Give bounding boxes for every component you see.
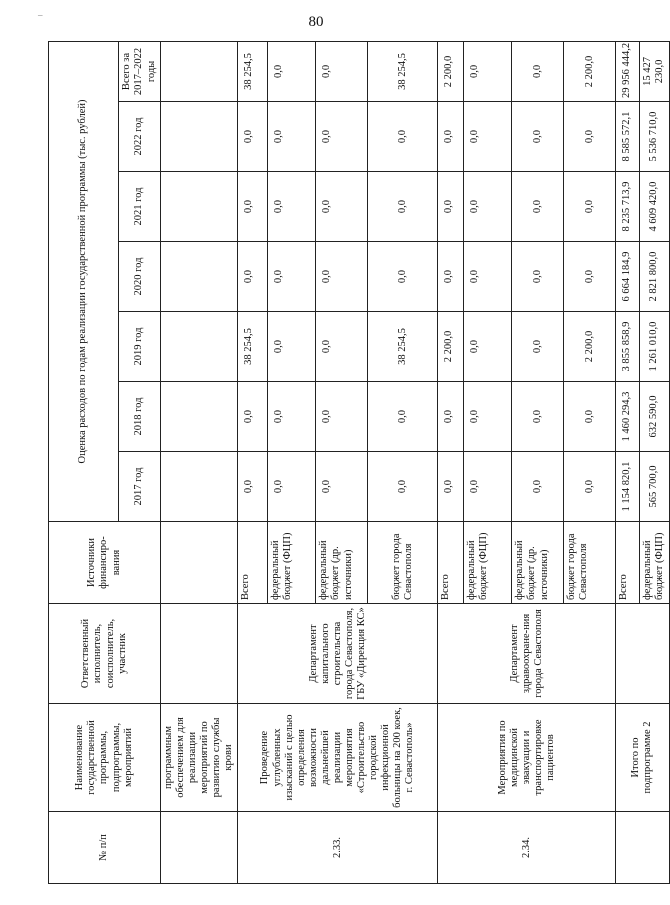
header-2022: 2022 год bbox=[119, 102, 161, 172]
value-2021: 4 609 420,0 bbox=[640, 172, 669, 242]
value-2020: 0,0 bbox=[316, 242, 368, 312]
cell-empty bbox=[161, 172, 238, 242]
value-2022: 5 536 710,0 bbox=[640, 102, 669, 172]
value-total: 0,0 bbox=[268, 41, 316, 101]
cell-empty bbox=[161, 604, 238, 704]
value-2017: 565 700,0 bbox=[640, 452, 669, 522]
value-2022: 0,0 bbox=[564, 102, 616, 172]
value-2022: 0,0 bbox=[316, 102, 368, 172]
value-2022: 0,0 bbox=[268, 102, 316, 172]
header-2020: 2020 год bbox=[119, 242, 161, 312]
value-2020: 0,0 bbox=[238, 242, 268, 312]
value-2021: 8 235 713,9 bbox=[616, 172, 640, 242]
cell-empty bbox=[161, 522, 238, 604]
value-2017: 0,0 bbox=[512, 452, 564, 522]
value-2021: 0,0 bbox=[512, 172, 564, 242]
value-2017: 0,0 bbox=[564, 452, 616, 522]
value-2018: 0,0 bbox=[238, 382, 268, 452]
measure-name: Мероприятия по медицинской эвакуации и транспортировке пациентов bbox=[438, 704, 616, 812]
header-num: № п/п bbox=[49, 812, 161, 884]
value-2020: 0,0 bbox=[564, 242, 616, 312]
cell-empty bbox=[161, 102, 238, 172]
value-2020: 0,0 bbox=[368, 242, 438, 312]
value-2021: 0,0 bbox=[268, 172, 316, 242]
value-2018: 0,0 bbox=[316, 382, 368, 452]
value-2022: 0,0 bbox=[238, 102, 268, 172]
value-2020: 0,0 bbox=[512, 242, 564, 312]
value-2017: 0,0 bbox=[368, 452, 438, 522]
value-2022: 0,0 bbox=[438, 102, 464, 172]
value-2017: 0,0 bbox=[464, 452, 512, 522]
cell-empty bbox=[161, 41, 238, 101]
table-stage bbox=[48, 42, 666, 884]
table-row bbox=[616, 41, 640, 883]
value-2020: 6 664 184,9 bbox=[616, 242, 640, 312]
executor: Департамент здравоохране-ния города Севастополя bbox=[438, 604, 616, 704]
row-number: 2.34. bbox=[438, 812, 616, 884]
header-name: Наименование государственной программы, подпрограммы, мероприятий bbox=[49, 704, 161, 812]
value-2017: 1 154 820,1 bbox=[616, 452, 640, 522]
header-2021: 2021 год bbox=[119, 172, 161, 242]
value-2019: 0,0 bbox=[316, 312, 368, 382]
value-2018: 1 460 294,3 bbox=[616, 382, 640, 452]
value-2019: 1 261 010,0 bbox=[640, 312, 669, 382]
table-row bbox=[161, 41, 238, 883]
funding-source: бюджет города Севастополя bbox=[368, 522, 438, 604]
header-total: Всего за 2017–2022 годы bbox=[119, 41, 161, 101]
rotated-table-wrapper bbox=[48, 42, 666, 884]
value-2017: 0,0 bbox=[316, 452, 368, 522]
funding-source: Всего bbox=[238, 522, 268, 604]
corner-mark: – bbox=[38, 10, 43, 20]
value-2022: 0,0 bbox=[464, 102, 512, 172]
header-estimate: Оценка расходов по годам реализации государственной программы (тыс. рублей) bbox=[49, 41, 119, 521]
value-2018: 0,0 bbox=[512, 382, 564, 452]
value-2022: 0,0 bbox=[512, 102, 564, 172]
value-2020: 2 821 800,0 bbox=[640, 242, 669, 312]
budget-table bbox=[48, 41, 670, 884]
cell-empty bbox=[161, 452, 238, 522]
value-2019: 38 254,5 bbox=[238, 312, 268, 382]
header-2019: 2019 год bbox=[119, 312, 161, 382]
measure-name: Проведение углубленных изысканий с целью определения возможности дальнейшей реализации мероприятия «Строительство городской инфекционной больницы на 200 коек, г. Севастополь» bbox=[238, 704, 438, 812]
funding-source: Всего bbox=[616, 522, 640, 604]
value-total: 0,0 bbox=[316, 41, 368, 101]
cell-empty bbox=[161, 812, 238, 884]
value-total: 2 200,0 bbox=[564, 41, 616, 101]
value-2022: 8 585 572,1 bbox=[616, 102, 640, 172]
value-total: 38 254,5 bbox=[238, 41, 268, 101]
header-2017: 2017 год bbox=[119, 452, 161, 522]
value-2020: 0,0 bbox=[438, 242, 464, 312]
value-2020: 0,0 bbox=[464, 242, 512, 312]
funding-source: федеральный бюджет (др. источники) bbox=[512, 522, 564, 604]
funding-source: федеральный бюджет (др. источники) bbox=[316, 522, 368, 604]
value-2022: 0,0 bbox=[368, 102, 438, 172]
value-2019: 2 200,0 bbox=[564, 312, 616, 382]
table-row bbox=[438, 41, 464, 883]
value-total: 38 254,5 bbox=[368, 41, 438, 101]
header-exec: Ответственный исполнитель, соисполнитель, участник bbox=[49, 604, 161, 704]
funding-source: федеральный бюджет (ФЦП) bbox=[268, 522, 316, 604]
value-2021: 0,0 bbox=[368, 172, 438, 242]
value-total: 0,0 bbox=[464, 41, 512, 101]
value-total: 15 427 230,0 bbox=[640, 41, 669, 101]
total-label: Итого по подпрограмме 2 bbox=[616, 704, 669, 812]
cell-empty bbox=[616, 812, 669, 884]
value-2018: 0,0 bbox=[268, 382, 316, 452]
value-2018: 0,0 bbox=[464, 382, 512, 452]
header-2018: 2018 год bbox=[119, 382, 161, 452]
value-2019: 3 855 858,9 bbox=[616, 312, 640, 382]
value-2020: 0,0 bbox=[268, 242, 316, 312]
value-2017: 0,0 bbox=[238, 452, 268, 522]
value-2018: 0,0 bbox=[564, 382, 616, 452]
row-number: 2.33. bbox=[238, 812, 438, 884]
funding-source: Всего bbox=[438, 522, 464, 604]
header-row-1 bbox=[49, 41, 119, 883]
value-2018: 0,0 bbox=[438, 382, 464, 452]
cell-empty bbox=[161, 382, 238, 452]
value-2018: 632 590,0 bbox=[640, 382, 669, 452]
cell-empty bbox=[161, 312, 238, 382]
value-2021: 0,0 bbox=[316, 172, 368, 242]
value-2019: 0,0 bbox=[268, 312, 316, 382]
funding-source: федеральный бюджет (ФЦП) bbox=[640, 522, 669, 604]
value-2021: 0,0 bbox=[438, 172, 464, 242]
cell-empty bbox=[616, 604, 669, 704]
value-2019: 38 254,5 bbox=[368, 312, 438, 382]
value-2019: 0,0 bbox=[464, 312, 512, 382]
header-src: Источники финансиро-вания bbox=[49, 522, 161, 604]
funding-source: федеральный бюджет (ФЦП) bbox=[464, 522, 512, 604]
value-2017: 0,0 bbox=[438, 452, 464, 522]
executor: Департамент капитального строительства города Севастополя, ГБУ «Дирекция КС» bbox=[238, 604, 438, 704]
value-2019: 2 200,0 bbox=[438, 312, 464, 382]
page-number: 80 bbox=[308, 14, 324, 30]
cell-empty bbox=[161, 242, 238, 312]
value-total: 2 200,0 bbox=[438, 41, 464, 101]
funding-source: бюджет города Севастополя bbox=[564, 522, 616, 604]
value-2019: 0,0 bbox=[512, 312, 564, 382]
value-2021: 0,0 bbox=[464, 172, 512, 242]
continued-name: программным обеспечением для реализации мероприятий по развитию службы крови bbox=[161, 704, 238, 812]
value-2021: 0,0 bbox=[238, 172, 268, 242]
value-total: 29 956 444,2 bbox=[616, 41, 640, 101]
table-row bbox=[238, 41, 268, 883]
value-total: 0,0 bbox=[512, 41, 564, 101]
value-2021: 0,0 bbox=[564, 172, 616, 242]
value-2017: 0,0 bbox=[268, 452, 316, 522]
value-2018: 0,0 bbox=[368, 382, 438, 452]
